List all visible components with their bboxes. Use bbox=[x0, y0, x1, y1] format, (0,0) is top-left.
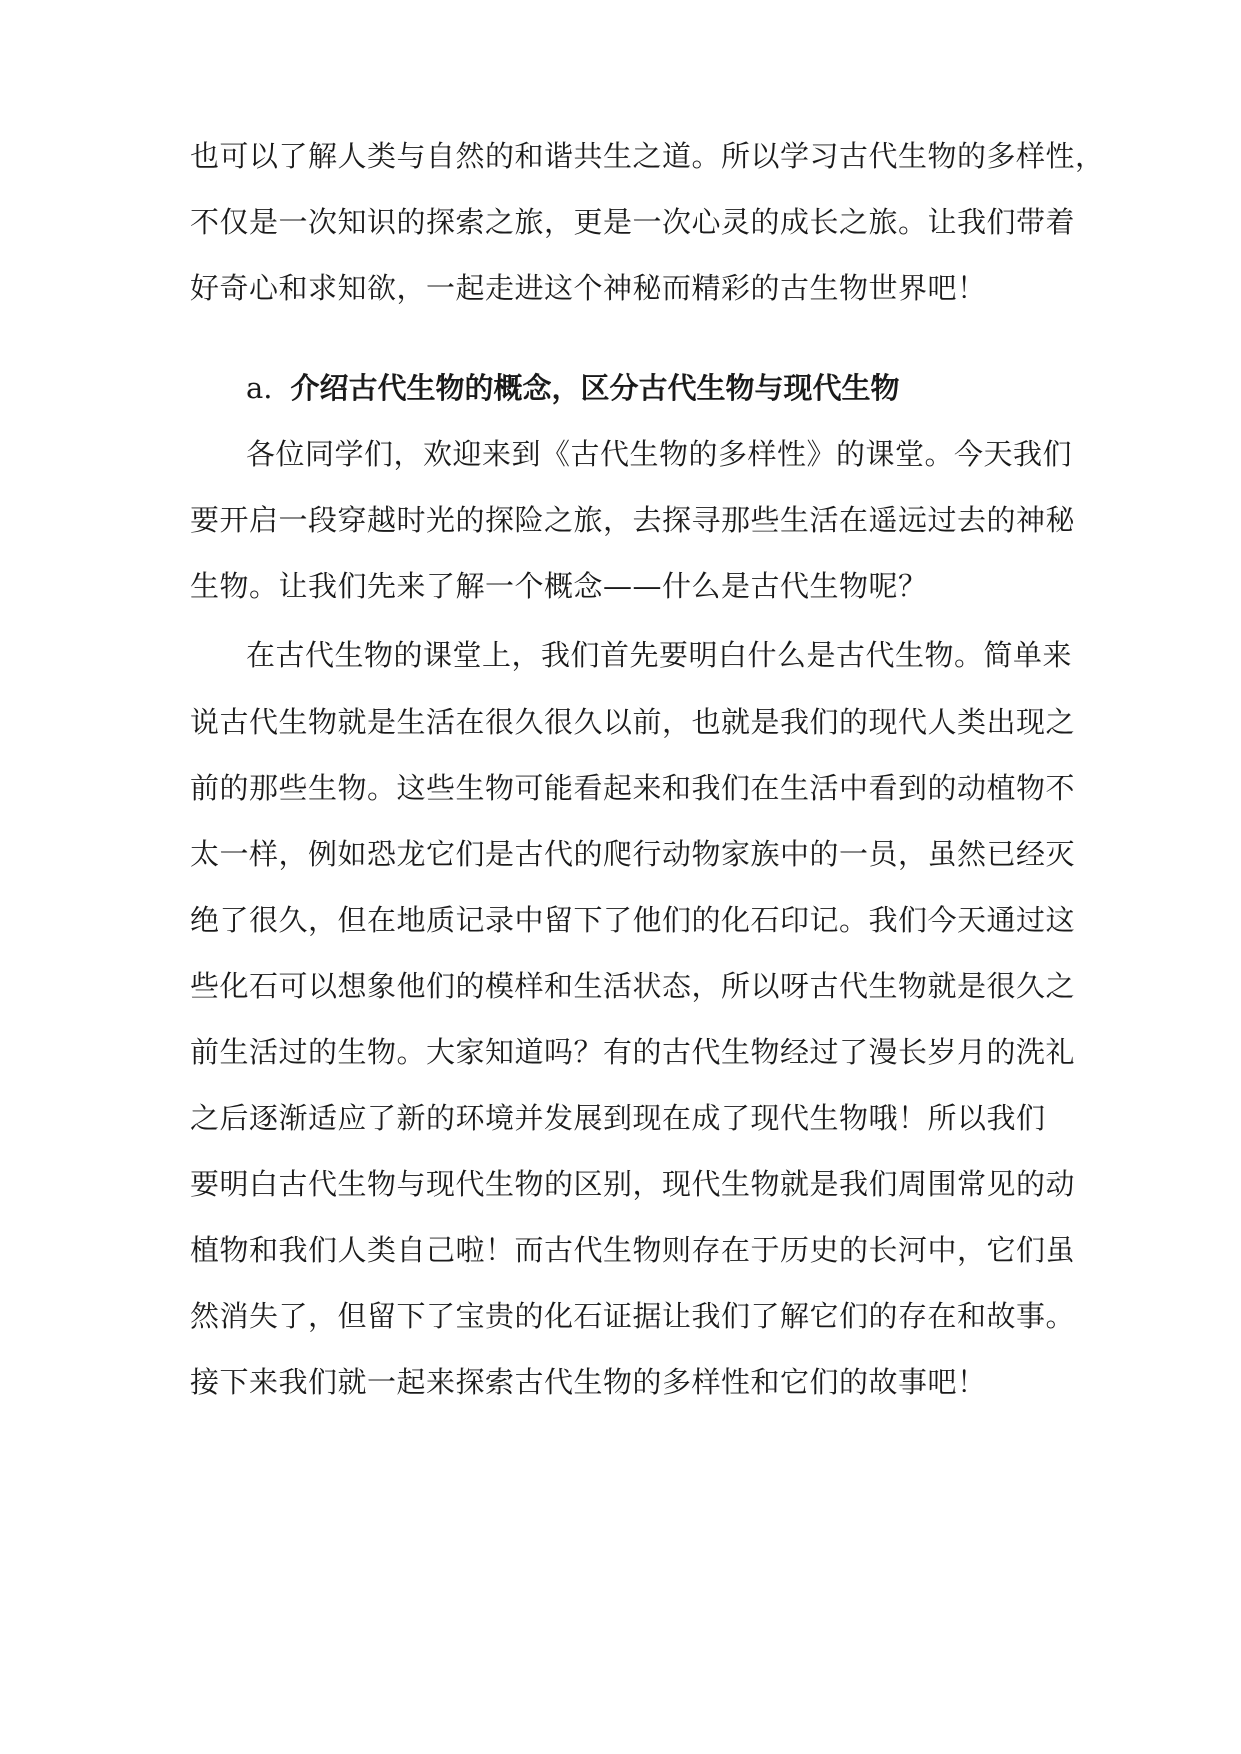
body-text-line: 在古代生物的课堂上，我们首先要明白什么是古代生物。简单来 bbox=[246, 638, 1073, 672]
body-text-line: 要明白古代生物与现代生物的区别，现代生物就是我们周围常见的动 bbox=[190, 1167, 1076, 1201]
body-text-line: 太一样，例如恐龙它们是古代的爬行动物家族中的一员，虽然已经灭 bbox=[190, 837, 1076, 871]
body-text-line: 生物。让我们先来了解一个概念——什么是古代生物呢？ bbox=[190, 569, 928, 603]
body-text-line: 些化石可以想象他们的模样和生活状态，所以呀古代生物就是很久之 bbox=[190, 969, 1076, 1003]
section-marker: a. bbox=[246, 371, 273, 405]
body-text-line: 之后逐渐适应了新的环境并发展到现在成了现代生物哦！所以我们 bbox=[190, 1101, 1046, 1135]
body-text-line: 接下来我们就一起来探索古代生物的多样性和它们的故事吧！ bbox=[190, 1365, 987, 1399]
body-text-line: 不仅是一次知识的探索之旅，更是一次心灵的成长之旅。让我们带着 bbox=[190, 205, 1076, 239]
section-title: 介绍古代生物的概念，区分古代生物与现代生物 bbox=[290, 371, 900, 405]
body-text-line: 要开启一段穿越时光的探险之旅，去探寻那些生活在遥远过去的神秘 bbox=[190, 503, 1076, 537]
section-heading bbox=[246, 368, 1070, 408]
body-text-line: 各位同学们，欢迎来到《古代生物的多样性》的课堂。今天我们 bbox=[246, 437, 1073, 471]
body-text-line: 说古代生物就是生活在很久很久以前，也就是我们的现代人类出现之 bbox=[190, 705, 1076, 739]
body-text-line: 前生活过的生物。大家知道吗？有的古代生物经过了漫长岁月的洗礼 bbox=[190, 1035, 1076, 1069]
body-text-line: 然消失了，但留下了宝贵的化石证据让我们了解它们的存在和故事。 bbox=[190, 1299, 1076, 1333]
body-text-line: 前的那些生物。这些生物可能看起来和我们在生活中看到的动植物不 bbox=[190, 771, 1076, 805]
body-text-line: 也可以了解人类与自然的和谐共生之道。所以学习古代生物的多样性， bbox=[190, 139, 1105, 173]
body-text-line: 植物和我们人类自己啦！而古代生物则存在于历史的长河中，它们虽 bbox=[190, 1233, 1076, 1267]
body-text-line: 绝了很久，但在地质记录中留下了他们的化石印记。我们今天通过这 bbox=[190, 903, 1076, 937]
body-text-line: 好奇心和求知欲，一起走进这个神秘而精彩的古生物世界吧！ bbox=[190, 271, 987, 305]
